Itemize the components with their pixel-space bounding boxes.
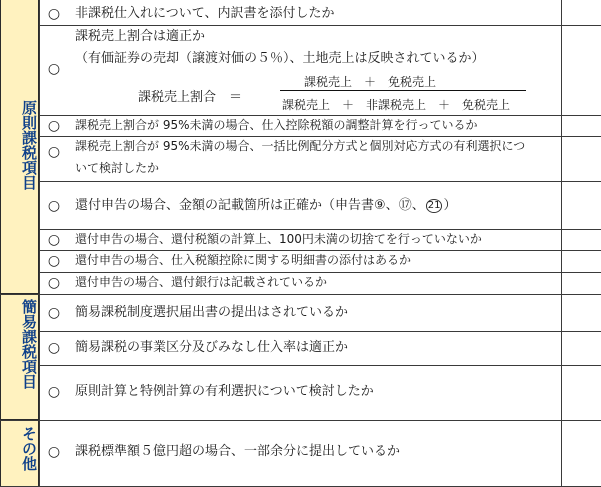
row-divider <box>39 115 601 116</box>
checkmark: ○ <box>47 118 61 134</box>
item-text: 課税売上割合が 95%未満の場合、一括比例配分方式と個別対応方式の有利選択につ <box>75 139 526 153</box>
fraction-bar <box>280 90 526 91</box>
formula-numerator: 課税売上 ＋ 免税売上 <box>304 75 437 89</box>
category-other-label: その他 <box>20 426 38 471</box>
checkmark: ○ <box>47 61 61 77</box>
item-text: 簡易課税制度選択届出書の提出はされているか <box>75 305 349 320</box>
checkmark: ○ <box>47 232 61 248</box>
checkmark: ○ <box>47 444 61 460</box>
item-text: 非課税仕入れについて、内訳書を添付したか <box>75 6 335 21</box>
item-text: 還付申告の場合、仕入税額控除に関する明細書の添付はあるか <box>75 253 412 267</box>
circled-number: 21 <box>427 199 441 211</box>
category-principle <box>0 0 39 294</box>
item-text-part: ） <box>443 198 457 213</box>
checkmark: ○ <box>47 144 61 160</box>
checkmark: ○ <box>47 275 61 291</box>
item-text: 還付申告の場合、還付税額の計算上、100円未満の切捨てを行っていないか <box>75 232 482 246</box>
checkmark: ○ <box>47 384 61 400</box>
category-simplified <box>0 294 39 420</box>
separator: 、 <box>385 198 399 213</box>
item-text: 課税売上割合は適正か <box>75 29 206 44</box>
circled-number: ⑰ <box>398 198 412 213</box>
item-text: 簡易課税の事業区分及びみなし仕入率は適正か <box>75 340 349 355</box>
item-text: 課税標準額５億円超の場合、一部余分に提出しているか <box>75 444 401 459</box>
grid-line-right <box>561 0 562 487</box>
checkmark: ○ <box>47 6 61 22</box>
row-divider <box>39 229 601 230</box>
checkmark: ○ <box>47 253 61 269</box>
checkmark: ○ <box>47 340 61 356</box>
row-divider <box>39 136 601 137</box>
category-principle-label: 原則課税項目 <box>20 100 38 190</box>
item-text <box>75 198 456 214</box>
category-simplified-label: 簡易課税項目 <box>20 299 38 389</box>
formula-denominator: 課税売上 ＋ 非課税売上 ＋ 免税売上 <box>282 98 511 112</box>
row-divider <box>0 294 601 295</box>
grid-line-left <box>39 0 40 487</box>
formula-equals: ＝ <box>229 90 243 105</box>
row-divider <box>39 272 601 273</box>
checkmark: ○ <box>47 305 61 321</box>
row-divider <box>0 420 601 421</box>
item-text: 還付申告の場合、還付銀行は記載されているか <box>75 275 328 289</box>
checkmark: ○ <box>47 198 61 214</box>
item-text: 課税売上割合が 95%未満の場合、仕入控除税額の調整計算を行っているか <box>75 118 478 132</box>
separator: 、 <box>411 198 425 213</box>
row-divider <box>39 181 601 182</box>
formula-label: 課税売上割合 <box>138 90 217 105</box>
row-divider <box>39 365 601 366</box>
row-divider <box>39 25 601 26</box>
item-subtext: （有価証券の売却（譲渡対価の５％）、土地売上は反映されているか） <box>75 51 485 66</box>
row-divider <box>39 250 601 251</box>
item-text: 原則計算と特例計算の有利選択について検討したか <box>75 384 374 399</box>
item-text-part: 還付申告の場合、金額の記載箇所は正確か（申告書 <box>75 198 375 213</box>
category-other <box>0 420 39 487</box>
item-text-continuation: いて検討したか <box>75 161 160 175</box>
circled-number: ⑨ <box>374 198 386 213</box>
row-divider <box>39 331 601 332</box>
